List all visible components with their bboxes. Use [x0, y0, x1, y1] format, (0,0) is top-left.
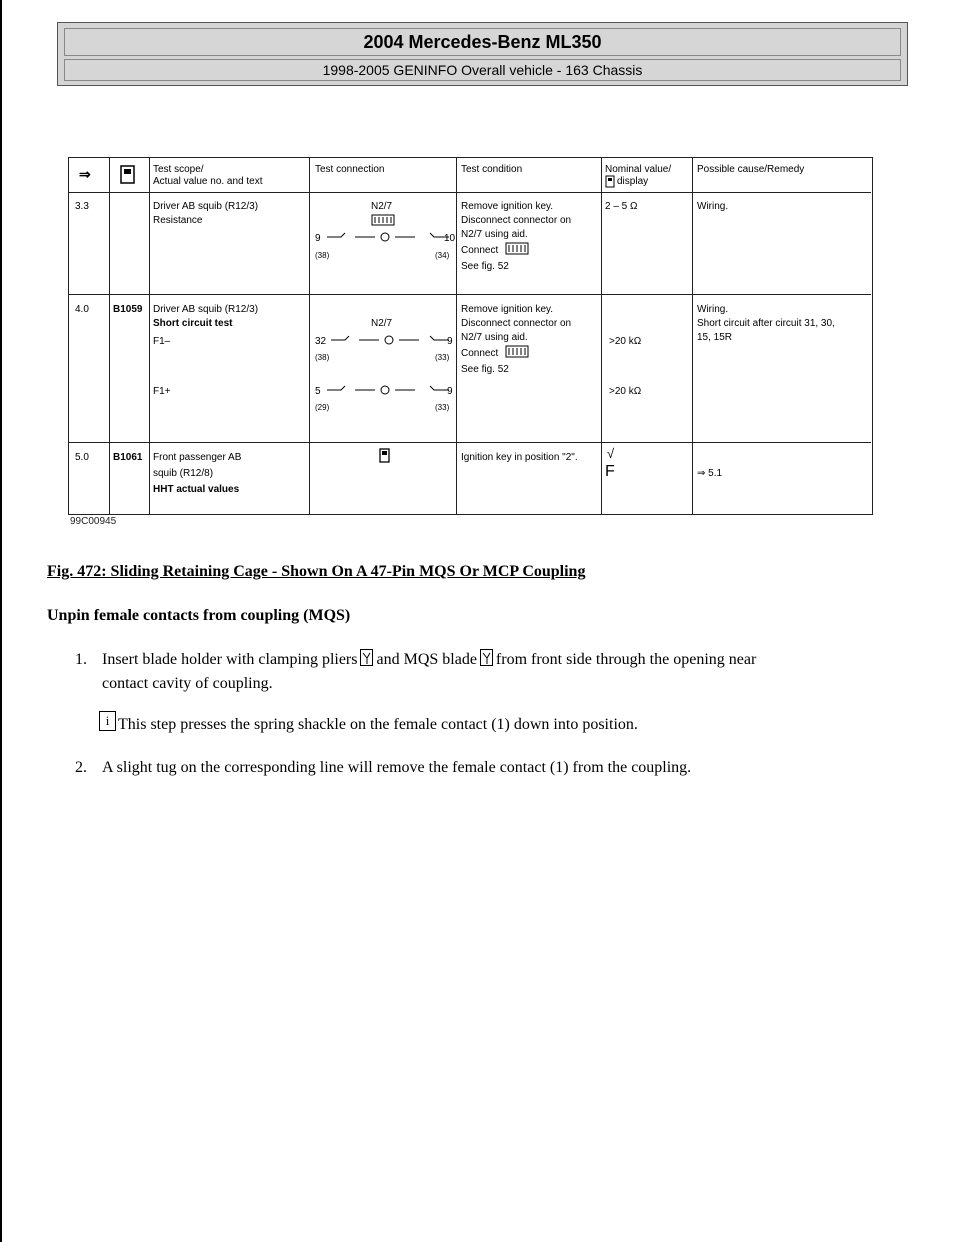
- display-icon: [605, 175, 615, 188]
- row-5-0-code: B1061: [113, 452, 143, 463]
- row-3-3-cond-2: Disconnect connector on: [461, 215, 572, 226]
- row-4-0-remedy-2: Short circuit after circuit 31, 30,: [697, 318, 835, 329]
- step-text-part: from front side through the opening near: [495, 651, 757, 668]
- page-header: [57, 22, 908, 86]
- tool-icon: [360, 649, 373, 666]
- row-4-0-nominal-2: >20 kΩ: [609, 386, 642, 397]
- col-header-nominal-1: Nominal value/: [605, 164, 672, 175]
- row-4-0-l1-right: 9: [447, 336, 453, 347]
- row-3-3-cond-3: N2/7 using aid.: [461, 229, 528, 240]
- figure-caption: Fig. 472: Sliding Retaining Cage - Shown On A 47-Pin MQS Or MCP Coupling: [47, 563, 586, 580]
- header-subtitle: 1998-2005 GENINFO Overall vehicle - 163 Chassis: [64, 59, 901, 81]
- row-5-0-scope-2: squib (R12/8): [153, 468, 214, 479]
- row-4-0-l2-right: 9: [447, 386, 453, 397]
- row-4-0-sub-2: F1+: [153, 386, 171, 397]
- test-table-figure: [68, 157, 873, 515]
- row-3-3-nominal: 2 – 5 Ω: [605, 201, 638, 212]
- probe-line-icon: [329, 333, 455, 347]
- probe-line-icon: [325, 230, 455, 244]
- row-3-3-scope-1: Driver AB squib (R12/3): [153, 201, 259, 212]
- probe-line-icon: [325, 383, 455, 397]
- row-4-0-l1-left-ref: (38): [315, 353, 330, 362]
- row-4-0-nominal-1: >20 kΩ: [609, 336, 642, 347]
- row-3-3-remedy: Wiring.: [697, 201, 729, 212]
- col-header-nominal-2: display: [617, 176, 649, 187]
- row-3-3-right-ref: (34): [435, 251, 450, 260]
- left-border: [0, 0, 2, 1242]
- row-3-3-cond-1: Remove ignition key.: [461, 201, 554, 212]
- step-number: 1.: [75, 651, 87, 668]
- note-text: This step presses the spring shackle on the female contact (1) down into position.: [118, 716, 638, 733]
- row-4-0-scope-1: Driver AB squib (R12/3): [153, 304, 259, 315]
- row-4-0-scope-2: Short circuit test: [153, 318, 233, 329]
- row-divider-2: [69, 442, 871, 443]
- row-4-0-cond-1: Remove ignition key.: [461, 304, 554, 315]
- connector-icon: [505, 242, 531, 256]
- section-title: Unpin female contacts from coupling (MQS): [47, 607, 351, 624]
- col-divider-3: [309, 158, 310, 514]
- col-header-arrow: ⇒: [79, 166, 91, 182]
- tool-icon: [480, 649, 493, 666]
- row-5-0-cond: Ignition key in position "2".: [461, 452, 578, 463]
- row-4-0-code: B1059: [113, 304, 143, 315]
- row-5-0-scope-1: Front passenger AB: [153, 452, 242, 463]
- col-header-scope-1: Test scope/: [153, 164, 204, 175]
- row-4-0-l1-right-ref: (33): [435, 353, 450, 362]
- row-5-0-scope-3: HHT actual values: [153, 484, 240, 495]
- info-icon: i: [99, 711, 116, 731]
- row-3-3-cond-5: See fig. 52: [461, 261, 509, 272]
- row-divider-1: [69, 294, 871, 295]
- header-title: 2004 Mercedes-Benz ML350: [64, 28, 901, 56]
- row-4-0-module: N2/7: [371, 318, 393, 329]
- step-text: [102, 648, 756, 672]
- step-text-part: contact cavity of coupling.: [102, 675, 273, 692]
- row-4-0-l1-left: 32: [315, 336, 327, 347]
- table-header-divider: [69, 192, 871, 193]
- row-5-0-step: 5.0: [75, 452, 89, 463]
- col-divider-4: [456, 158, 457, 514]
- connector-icon: [505, 345, 531, 359]
- row-4-0-l2-right-ref: (33): [435, 403, 450, 412]
- row-5-0-nominal-2: F: [605, 463, 615, 480]
- row-3-3-step: 3.3: [75, 201, 89, 212]
- row-4-0-l2-left-ref: (29): [315, 403, 330, 412]
- row-3-3-cond-4: Connect: [461, 245, 499, 256]
- col-divider-6: [692, 158, 693, 514]
- row-5-0-nominal-1: √: [607, 446, 615, 461]
- connector-icon: [371, 214, 397, 226]
- row-4-0-cond-4: Connect: [461, 348, 499, 359]
- row-4-0-remedy-1: Wiring.: [697, 304, 729, 315]
- row-3-3-scope-2: Resistance: [153, 215, 203, 226]
- step-number: 2.: [75, 759, 87, 776]
- step-text: A slight tug on the corresponding line will remove the female contact (1) from the coupling.: [102, 759, 692, 776]
- row-3-3-left-ref: (38): [315, 251, 330, 260]
- row-4-0-remedy-3: 15, 15R: [697, 332, 733, 343]
- row-4-0-step: 4.0: [75, 304, 89, 315]
- col-divider-5: [601, 158, 602, 514]
- col-divider-1: [109, 158, 110, 514]
- col-header-scope-2: Actual value no. and text: [153, 176, 263, 187]
- tester-icon: [120, 165, 136, 185]
- row-4-0-sub-1: F1–: [153, 336, 171, 347]
- col-divider-2: [149, 158, 150, 514]
- tester-icon: [379, 448, 391, 464]
- step-text-part: and MQS blade: [376, 651, 477, 668]
- row-3-3-right-pin: 10: [444, 233, 456, 244]
- row-3-3-module: N2/7: [371, 201, 393, 212]
- step-text-part: Insert blade holder with clamping pliers: [102, 651, 358, 668]
- row-4-0-cond-5: See fig. 52: [461, 364, 509, 375]
- row-4-0-cond-3: N2/7 using aid.: [461, 332, 528, 343]
- row-4-0-l2-left: 5: [315, 386, 321, 397]
- row-3-3-left-pin: 9: [315, 233, 321, 244]
- col-header-remedy: Possible cause/Remedy: [697, 164, 805, 175]
- row-4-0-cond-2: Disconnect connector on: [461, 318, 572, 329]
- row-5-0-remedy: ⇒ 5.1: [697, 468, 723, 479]
- col-header-connection: Test connection: [315, 164, 385, 175]
- figure-id: 99C00945: [70, 516, 117, 527]
- col-header-condition: Test condition: [461, 164, 523, 175]
